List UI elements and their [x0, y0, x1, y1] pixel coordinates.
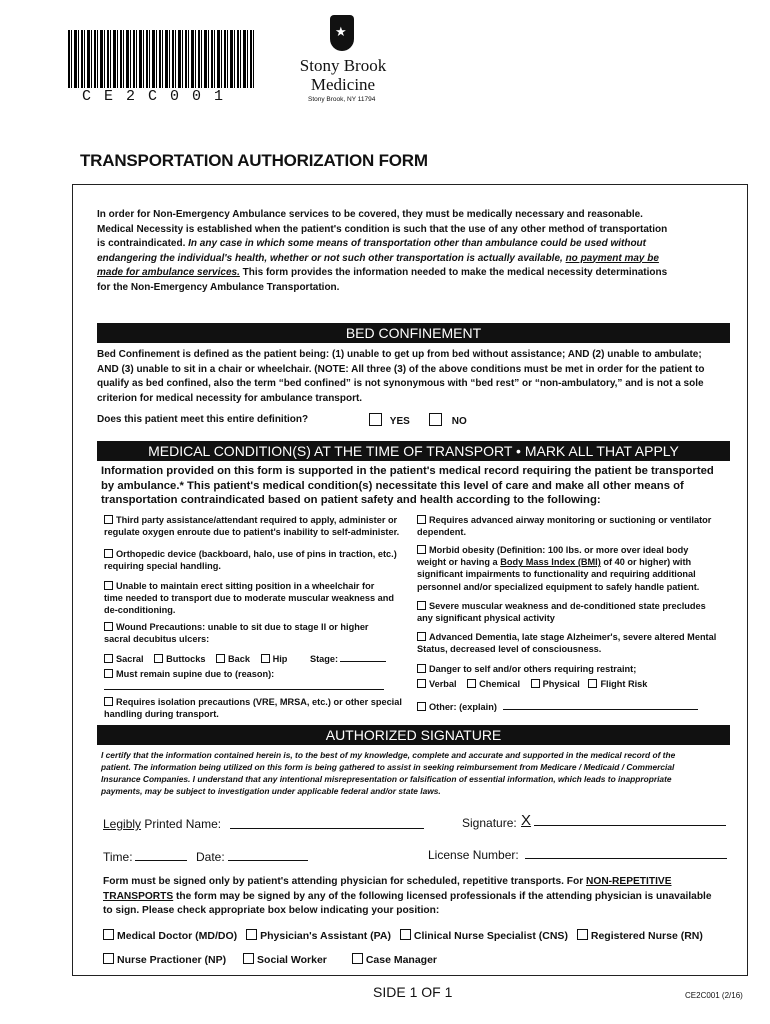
- medical-conditions-header: MEDICAL CONDITION(S) AT THE TIME OF TRANSPORT • MARK ALL THAT APPLY: [97, 441, 730, 461]
- barcode-text: CE2C001: [82, 88, 237, 105]
- bed-yes-option[interactable]: YES: [369, 413, 410, 427]
- danger-flight-risk[interactable]: Flight Risk: [588, 679, 647, 689]
- stony-brook-logo-icon: ★: [330, 15, 354, 51]
- supine-reason-field[interactable]: [104, 689, 384, 690]
- wound-buttocks[interactable]: Buttocks: [154, 654, 205, 664]
- positions-row-2: [103, 953, 733, 966]
- checkbox[interactable]: [104, 669, 113, 678]
- medical-intro: Information provided on this form is supported in the patient's medical record requiring the patient be transported by ambulance.* This patient's medical condition(s) necessitate this level of care and make all other means of transportation contraindicated based on patient safety and health according to the following:: [101, 465, 714, 506]
- cond-weakness[interactable]: Severe muscular weakness and de-conditioned state precludes any significant physical activity: [417, 601, 706, 624]
- printed-name-row: Legibly Printed Name:: [103, 817, 222, 831]
- checkbox[interactable]: [417, 545, 426, 554]
- checkbox[interactable]: [417, 632, 426, 641]
- checkbox[interactable]: [104, 515, 113, 524]
- bed-confinement-definition: Bed Confinement is defined as the patient being: (1) unable to get up from bed without assistance; AND (2) unable to ambulate; AND (3) unable to sit in a chair or wheelchair. (NOTE: All three (3) of the above conditions must be met in order for the patient to qualify as bed confined, also the term “bed confined” is not synonymous with “bed rest” or “non-ambulatory,” and is not a sole criterion for medical necessity for ambulance transport.: [97, 349, 705, 404]
- checkbox[interactable]: [104, 697, 113, 706]
- date-label: Date:: [196, 850, 225, 864]
- cond-other[interactable]: Other: (explain): [417, 698, 717, 713]
- checkbox[interactable]: [104, 581, 113, 590]
- position-md[interactable]: Medical Doctor (MD/DO): [103, 930, 237, 942]
- org-name: Stony Brook Medicine: [299, 56, 387, 94]
- checkbox[interactable]: [417, 601, 426, 610]
- license-label: License Number:: [428, 848, 519, 862]
- wound-hip[interactable]: Hip: [261, 654, 288, 664]
- wound-back[interactable]: Back: [216, 654, 250, 664]
- signature-field[interactable]: [534, 825, 726, 826]
- authorized-signature-header: AUTHORIZED SIGNATURE: [97, 725, 730, 745]
- danger-physical[interactable]: Physical: [531, 679, 580, 689]
- signature-label: Signature:: [462, 816, 517, 830]
- wound-locations: [104, 650, 404, 665]
- danger-verbal[interactable]: Verbal: [417, 679, 457, 689]
- page-indicator: SIDE 1 OF 1: [373, 984, 453, 1000]
- intro-paragraph: In order for Non-Emergency Ambulance services to be covered, they must be medically necessary and reasonable. Medical Necessity is established when the patient's condition is such that the use of any other method of transportation is contraindicated. In any case in which some means of transportation other than ambulance could be used without endangering the individual's health, whether or not such other transportation is actually available, no payment may be made for ambulance services. This form provides the information needed to make the medical necessity determinations for the Non-Emergency Ambulance Transportation.: [97, 209, 668, 293]
- cond-erect-sitting[interactable]: Unable to maintain erect sitting position in a wheelchair for time needed to transport due to moderate muscular weakness and de-conditioning.: [104, 581, 394, 616]
- bed-confinement-header: BED CONFINEMENT: [97, 323, 730, 343]
- checkbox[interactable]: [417, 702, 426, 711]
- signer-note: Form must be signed only by patient's attending physician for scheduled, repetitive transports. For NON-REPETITIVE TRANSPORTS the form may be signed by any of the following licensed professionals if the attending physician is unavailable to sign. Please check appropriate box below indicating your position:: [103, 876, 712, 916]
- bed-no-checkbox[interactable]: [429, 413, 442, 426]
- barcode: [68, 30, 256, 88]
- positions-row-1: [103, 929, 733, 942]
- bed-question: Does this patient meet this entire definition?: [97, 414, 309, 425]
- position-cns[interactable]: Clinical Nurse Specialist (CNS): [400, 930, 568, 942]
- time-label: Time:: [103, 850, 133, 864]
- position-np[interactable]: Nurse Practioner (NP): [103, 954, 226, 966]
- bed-yes-checkbox[interactable]: [369, 413, 382, 426]
- cond-danger[interactable]: Danger to self and/or others requiring restraint;: [417, 663, 717, 675]
- danger-chemical[interactable]: Chemical: [467, 679, 520, 689]
- position-rn[interactable]: Registered Nurse (RN): [577, 930, 703, 942]
- checkbox[interactable]: [417, 515, 426, 524]
- danger-types: [417, 678, 717, 690]
- certify-statement: I certify that the information contained herein is, to the best of my knowledge, complete and accurate and supported in the medical record of the patient. The information being utilized on this form is being gathered to assist in seeking reimbursement from Medicare / Medicaid / Commercial Insurance Companies. I understand that any intentional misrepresentation or falsification of essential information, which leads to inappropriate payments, may be subject to investigation under applicable federal and/or state laws.: [101, 750, 676, 796]
- checkbox[interactable]: [417, 664, 426, 673]
- position-pa[interactable]: Physician's Assistant (PA): [246, 930, 391, 942]
- other-explain-field[interactable]: [503, 698, 698, 710]
- cond-orthopedic[interactable]: Orthopedic device (backboard, halo, use of pins in traction, etc.) requiring special handling.: [104, 549, 397, 572]
- bed-no-option[interactable]: NO: [429, 413, 467, 427]
- org-address: Stony Brook, NY 11794: [308, 96, 376, 103]
- form-title: TRANSPORTATION AUTHORIZATION FORM: [80, 151, 428, 170]
- position-case-manager[interactable]: Case Manager: [352, 954, 437, 966]
- cond-dementia[interactable]: Advanced Dementia, late stage Alzheimer's, severe altered Mental Status, decreased level of consciousness.: [417, 632, 717, 655]
- printed-name-field[interactable]: [230, 828, 424, 829]
- stage-label: Stage:: [309, 654, 339, 664]
- cond-airway[interactable]: Requires advanced airway monitoring or suctioning or ventilator dependent.: [417, 515, 712, 538]
- cond-wound[interactable]: Wound Precautions: unable to sit due to stage II or higher sacral decubitus ulcers:: [104, 622, 369, 645]
- checkbox[interactable]: [104, 549, 113, 558]
- cond-third-party[interactable]: Third party assistance/attendant required to apply, administer or regulate oxygen enroute due to patient's inability to self-administer.: [104, 515, 400, 538]
- signature-x-mark: X: [521, 812, 532, 829]
- position-social-worker[interactable]: Social Worker: [243, 954, 327, 966]
- cond-isolation[interactable]: Requires isolation precautions (VRE, MRSA, etc.) or other special handling during transport.: [104, 697, 402, 720]
- cond-obesity[interactable]: Morbid obesity (Definition: 100 lbs. or more over ideal body weight or having a Body Mass Index (BMI) of 40 or higher) with significant impairments to functionality and requiring additional personnel and/or specialized equipment to safely handle patient.: [417, 545, 700, 592]
- cond-supine[interactable]: Must remain supine due to (reason):: [104, 668, 404, 680]
- wound-sacral[interactable]: Sacral: [104, 654, 144, 664]
- date-field[interactable]: [228, 860, 308, 861]
- time-field[interactable]: [135, 860, 187, 861]
- stage-field[interactable]: [340, 650, 386, 662]
- checkbox[interactable]: [104, 622, 113, 631]
- license-field[interactable]: [525, 858, 727, 859]
- form-code: CE2C001 (2/16): [685, 991, 743, 1000]
